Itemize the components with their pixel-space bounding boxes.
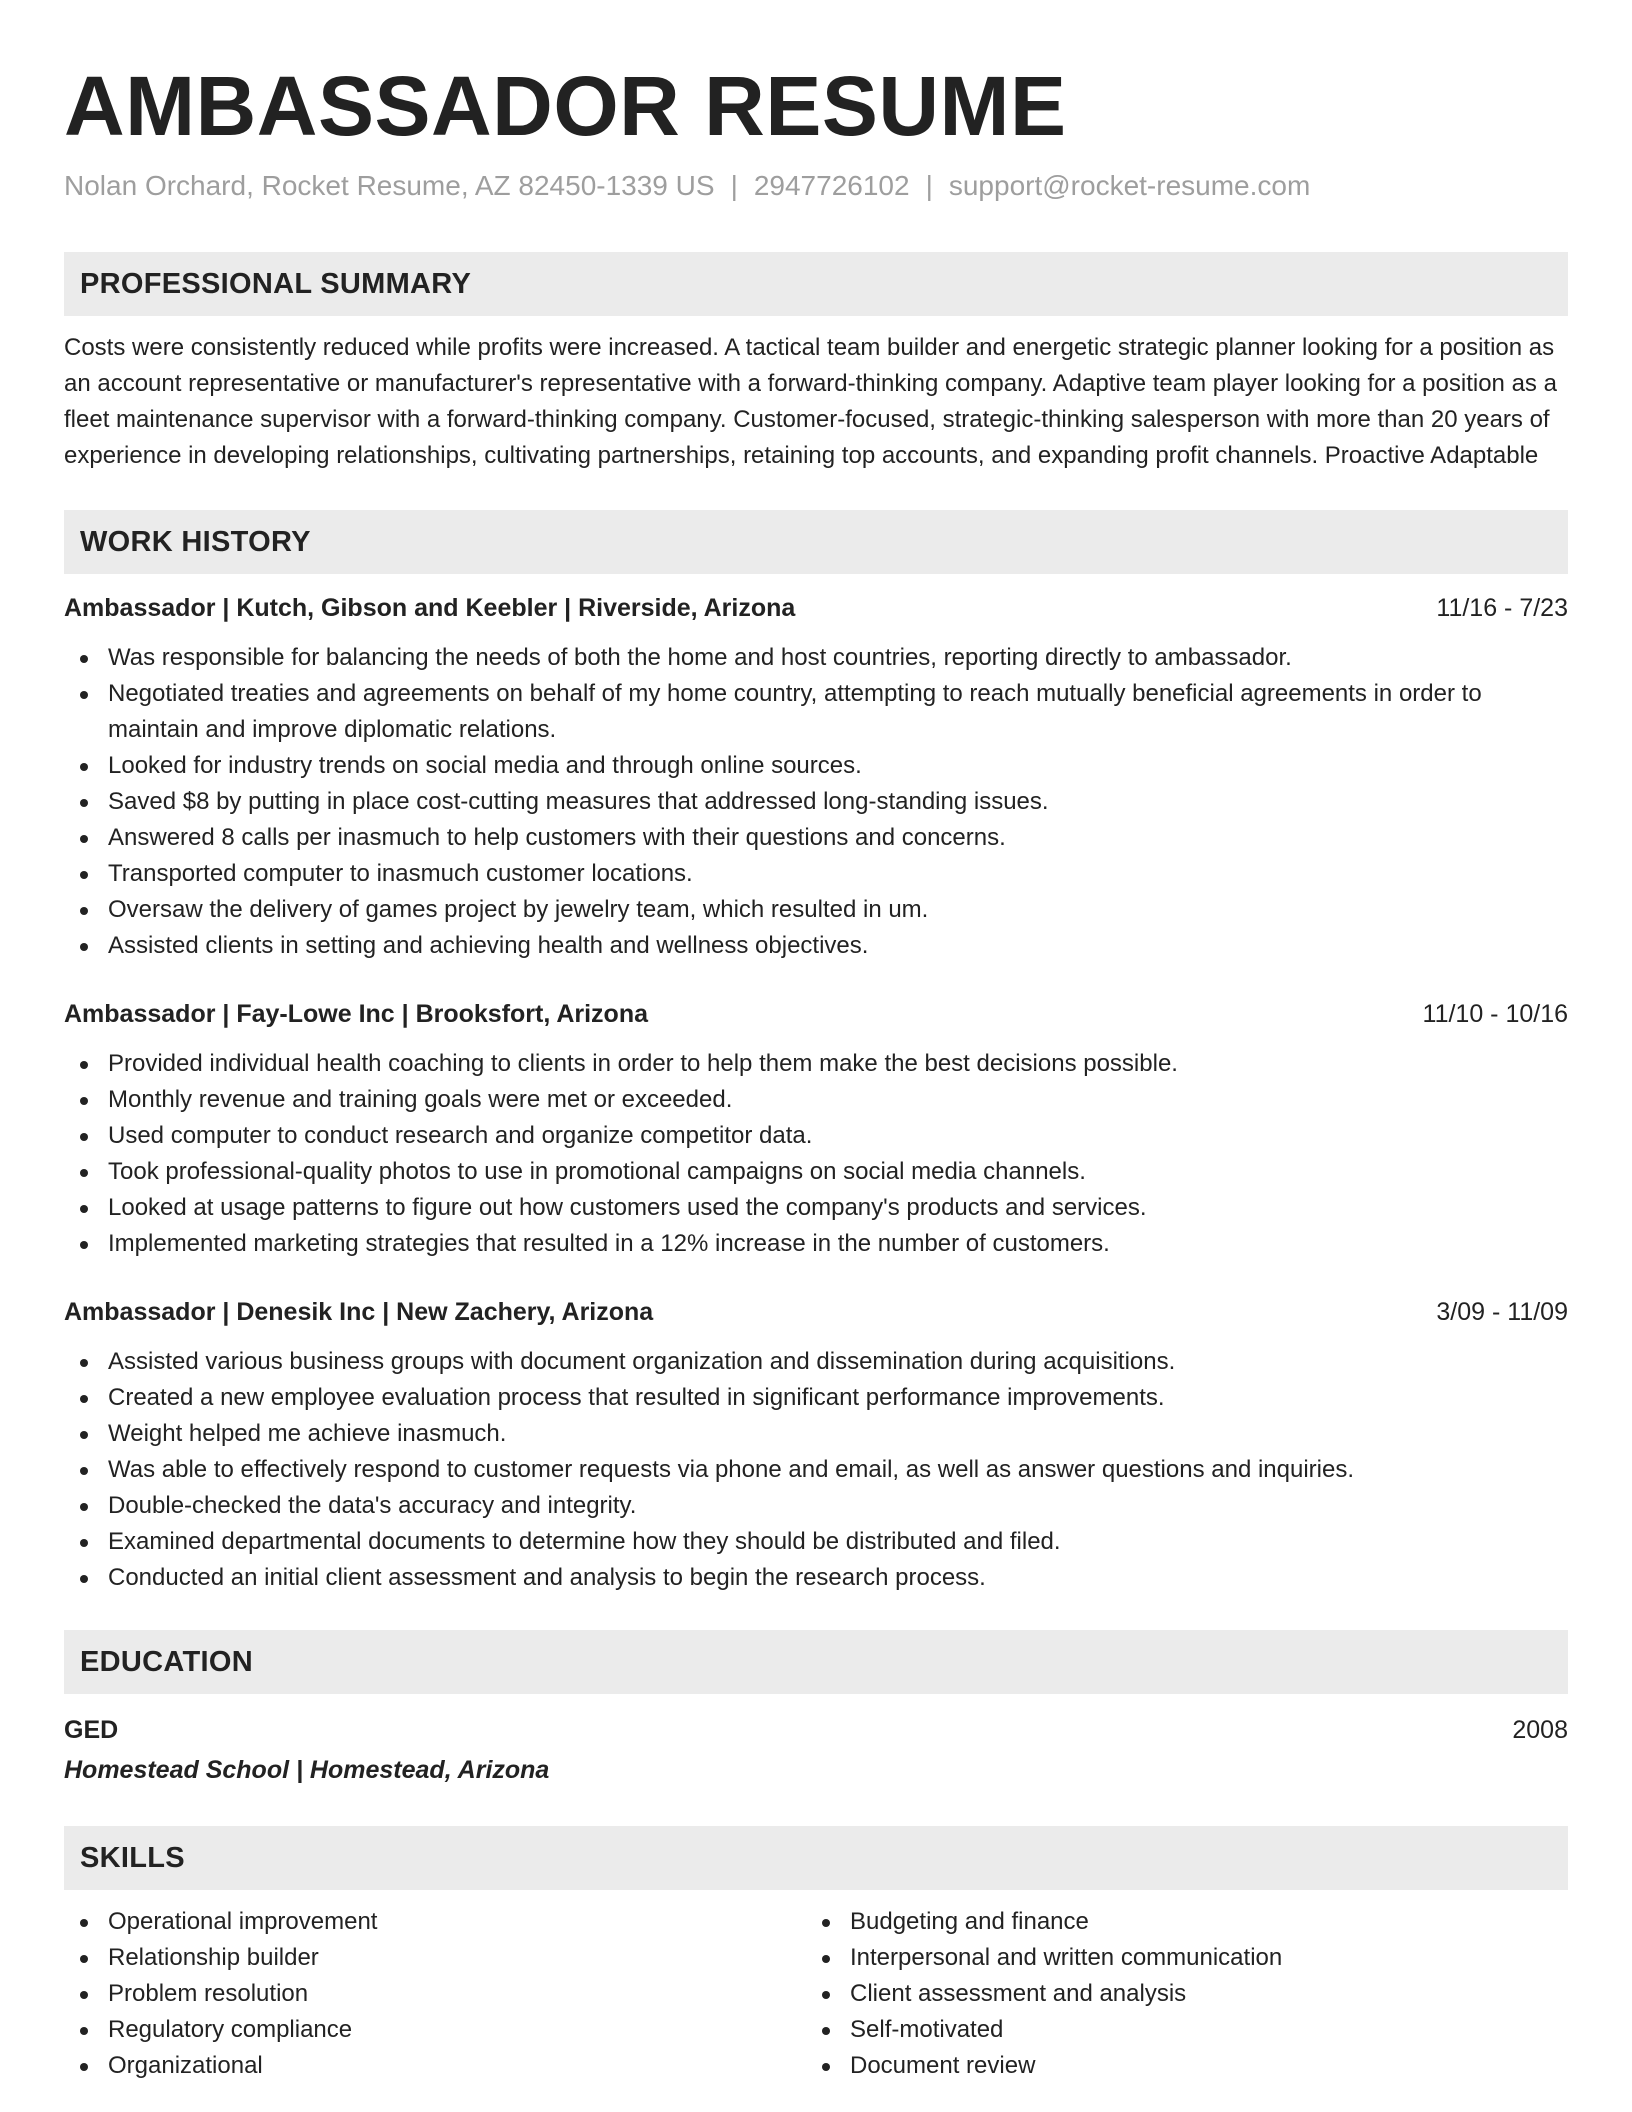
education-degree: GED (64, 1716, 119, 1744)
skills-heading: SKILLS (64, 1826, 1568, 1890)
skill-item: Problem resolution (64, 1976, 806, 2012)
job-bullet: Created a new employee evaluation process that resulted in significant performance improvements. (64, 1380, 1568, 1416)
job-bullet: Monthly revenue and training goals were met or exceeded. (64, 1082, 1568, 1118)
job-bullet: Assisted various business groups with document organization and dissemination during acquisitions. (64, 1344, 1568, 1380)
job-bullet: Oversaw the delivery of games project by jewelry team, which resulted in um. (64, 892, 1568, 928)
job-bullet: Took professional-quality photos to use in promotional campaigns on social media channels. (64, 1154, 1568, 1190)
skill-item: Interpersonal and written communication (806, 1940, 1548, 1976)
skill-item: Self-motivated (806, 2012, 1548, 2048)
job-header (64, 590, 1568, 626)
job-title: Ambassador | Fay-Lowe Inc | Brooksfort, Arizona (64, 1000, 648, 1028)
job-title: Ambassador | Kutch, Gibson and Keebler | Riverside, Arizona (64, 594, 796, 622)
summary-heading: PROFESSIONAL SUMMARY (64, 252, 1568, 316)
job-bullet: Looked at usage patterns to figure out how customers used the company's products and services. (64, 1190, 1568, 1226)
contact-address: Nolan Orchard, Rocket Resume, AZ 82450-1339 US (64, 170, 715, 201)
job-bullet: Looked for industry trends on social media and through online sources. (64, 748, 1568, 784)
education-heading: EDUCATION (64, 1630, 1568, 1694)
contact-separator: | (730, 170, 738, 201)
skill-item: Relationship builder (64, 1940, 806, 1976)
job-entry (64, 996, 1568, 1262)
skill-item: Operational improvement (64, 1904, 806, 1940)
job-entry (64, 1294, 1568, 1596)
job-bullet: Transported computer to inasmuch customer locations. (64, 856, 1568, 892)
job-entry (64, 590, 1568, 964)
job-bullet: Provided individual health coaching to clients in order to help them make the best decisions possible. (64, 1046, 1568, 1082)
skill-item: Document review (806, 2048, 1548, 2084)
job-bullet: Was responsible for balancing the needs of both the home and host countries, reporting directly to ambassador. (64, 640, 1568, 676)
job-bullet: Implemented marketing strategies that resulted in a 12% increase in the number of customers. (64, 1226, 1568, 1262)
skills-right-list (806, 1904, 1548, 2084)
skill-item: Client assessment and analysis (806, 1976, 1548, 2012)
skill-item: Organizational (64, 2048, 806, 2084)
contact-line (64, 166, 1568, 206)
job-header (64, 996, 1568, 1032)
contact-email: support@rocket-resume.com (948, 170, 1311, 201)
job-title: Ambassador | Denesik Inc | New Zachery, Arizona (64, 1298, 654, 1326)
education-header (64, 1712, 1568, 1748)
job-bullet: Conducted an initial client assessment and analysis to begin the research process. (64, 1560, 1568, 1596)
job-bullets (64, 1344, 1568, 1596)
resume-page (64, 0, 1568, 2084)
job-bullet: Saved $8 by putting in place cost-cutting measures that addressed long-standing issues. (64, 784, 1568, 820)
education-school: Homestead School | Homestead, Arizona (64, 1756, 550, 1784)
skill-item: Budgeting and finance (806, 1904, 1548, 1940)
skill-item: Regulatory compliance (64, 2012, 806, 2048)
job-bullet: Double-checked the data's accuracy and integrity. (64, 1488, 1568, 1524)
job-dates: 11/10 - 10/16 (1422, 1000, 1568, 1028)
job-bullet: Was able to effectively respond to customer requests via phone and email, as well as answer questions and inquiries. (64, 1452, 1568, 1488)
contact-phone: 2947726102 (753, 170, 910, 201)
skills-columns (64, 1904, 1568, 2084)
job-header (64, 1294, 1568, 1330)
education-year: 2008 (1512, 1716, 1568, 1744)
job-dates: 11/16 - 7/23 (1436, 594, 1568, 622)
job-bullets (64, 1046, 1568, 1262)
job-bullet: Assisted clients in setting and achieving health and wellness objectives. (64, 928, 1568, 964)
job-bullets (64, 640, 1568, 964)
job-bullet: Examined departmental documents to determine how they should be distributed and filed. (64, 1524, 1568, 1560)
job-bullet: Used computer to conduct research and organize competitor data. (64, 1118, 1568, 1154)
resume-title: AMBASSADOR RESUME (64, 59, 1067, 153)
skills-left-list (64, 1904, 806, 2084)
job-bullet: Weight helped me achieve inasmuch. (64, 1416, 1568, 1452)
job-bullet: Answered 8 calls per inasmuch to help customers with their questions and concerns. (64, 820, 1568, 856)
contact-separator: | (925, 170, 933, 201)
job-bullet: Negotiated treaties and agreements on behalf of my home country, attempting to reach mutually beneficial agreements in order to maintain and improve diplomatic relations. (64, 676, 1568, 748)
summary-text: Costs were consistently reduced while profits were increased. A tactical team builder and energetic strategic planner looking for a position as an account representative or manufacturer's representative with a forward-thinking company. Adaptive team player looking for a position as a fleet maintenance supervisor with a forward-thinking company. Customer-focused, strategic-thinking salesperson with more than 20 years of experience in developing relationships, cultivating partnerships, retaining top accounts, and expanding profit channels. Proactive Adaptable (64, 334, 1557, 469)
job-dates: 3/09 - 11/09 (1436, 1298, 1568, 1326)
work-history-heading: WORK HISTORY (64, 510, 1568, 574)
